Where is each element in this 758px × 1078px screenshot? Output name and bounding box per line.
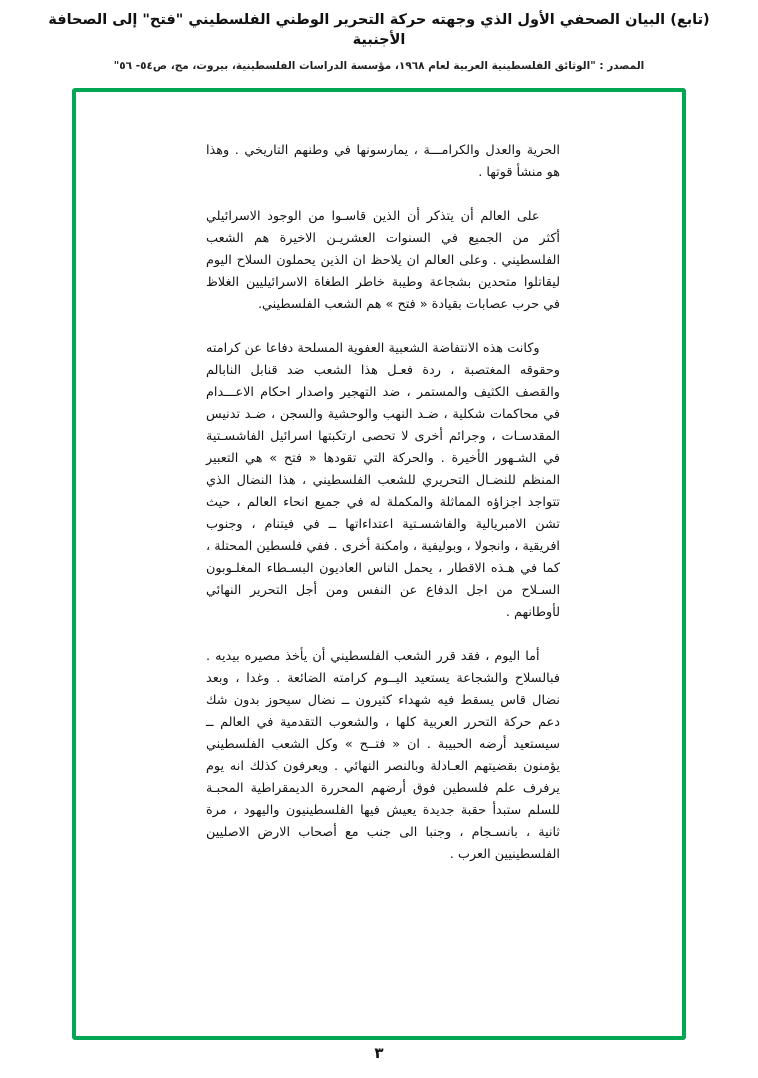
page-header <box>0 10 758 72</box>
body-paragraph: على العالم أن يتذكر أن الذين قاسـوا من الوجود الاسرائيلي أكثر من الجميع في السنوات العشريـن الاخيرة هم الشعب الفلسطيني . وعلى العالم ان يلاحظ ان الذين يحملون السلاح اليوم ليقاتلوا متحدين بشجاعة وطيبة خاطر الطغاة الاسرائيليين الغلاظ في حرب عصابات بقيادة « فتح » هم الشعب الفلسطيني. <box>206 209 560 312</box>
document-title: (تابع) البيان الصحفي الأول الذي وجهته حركة التحرير الوطني الفلسطيني "فتح" إلى الصحافة الأجنبية <box>48 12 710 49</box>
body-paragraph: الحرية والعدل والكرامـــة ، يمارسونها في وطنهم التاريخي . وهذا هو منشأ قوتها . <box>206 143 560 180</box>
body-paragraph: أما اليوم ، فقد قرر الشعب الفلسطيني أن يأخذ مصيره بيديه . فبالسلاح والشجاعة يستعيد اليــوم كرامته الضائعة . وغدا ، وبعد نضال قاس يسقط فيه شهداء كثيرون ــ نضال سيحوز بدون شك دعم حركة التحرر العربية كلها ، والشعوب التقدمية في العالم ــ سيستعيد أرضه الحبيبة . ان « فتــح » وكل الشعب الفلسطيني يؤمنون بقضيتهم العـادلة وبالنصر النهائي . ويعرفون كذلك انه يوم يرفرف علم فلسطين فوق أرضهم المحررة الديمقراطية المحبـة للسلم ستبدأ حقبة جديدة يعيش فيها الفلسطينيون واليهود ، مرة ثانية ، بانسـجام ، وجنبا الى جنب مع أصحاب الارض الاصليين الفلسطينيين العرب . <box>206 649 560 862</box>
body-paragraph: وكانت هذه الانتفاضة الشعبية العفوية المسلحة دفاعا عن كرامته وحقوقه المغتصبة ، ردة فعـل هذا الشعب ضد قنابل النابالم والقصف الكثيف والمستمر ، ضد التهجير واصدار احكام الاعـــدام في محاكمات شكلية ، ضـد النهب والوحشية والسجن ، ضـد تدنيس المقدسـات ، وجرائم أخرى لا تحصى ارتكبتها اسرائيل الفاشسـتية في الشـهور الأخيرة . والحركة التي تقودها « فتح » هي التعبير المنظم للنضـال التحريري للشعب الفلسطيني ، هذا النضال الذي تتواجد اجزاؤه المماثلة والمكملة له في جميع انحاء العالم ، حيث تشن الامبريالية والفاشسـتية اعتداءاتها ــ في فيتنام ، وجنوب افريقية ، وانجولا ، وبوليفية ، وامكنة أخرى . ففي فلسطين المحتلة ، كما في هـذه الاقطار ، يحمل الناس العاديون البسـطاء المغلـوبون السـلاح من اجل الدفاع عن النفس ومن أجل التحرير النهائي لأوطانهم . <box>206 341 560 620</box>
body-text-column <box>206 140 560 888</box>
content-border-box <box>72 88 686 1040</box>
source-citation: المصدر : "الوثائق الفلسطينية العربية لعام ١٩٦٨، مؤسسة الدراسات الفلسطينية، بيروت، مج، ص٥٤- ٥٦" <box>113 59 645 72</box>
page-number: ٣ <box>374 1044 384 1062</box>
